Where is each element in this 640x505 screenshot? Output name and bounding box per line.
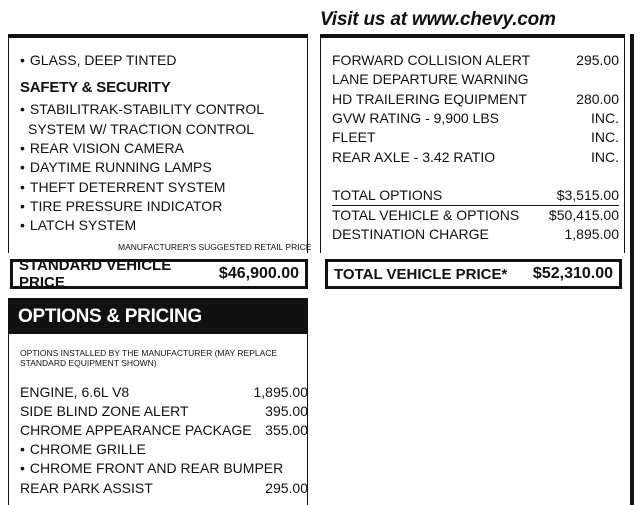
- option-label: FLEET: [332, 129, 376, 145]
- option-row: [332, 148, 619, 167]
- option-price: 280.00: [576, 91, 619, 107]
- standard-price-box: [10, 259, 308, 289]
- option-price: INC.: [591, 129, 619, 145]
- option-label: CHROME APPEARANCE PACKAGE: [20, 422, 252, 438]
- option-label: REAR PARK ASSIST: [20, 480, 153, 496]
- option-row: [20, 479, 308, 498]
- list-item: • TIRE PRESSURE INDICATOR: [20, 197, 222, 216]
- total-label: DESTINATION CHARGE: [332, 226, 489, 242]
- option-price: INC.: [591, 149, 619, 165]
- total-options-row: [332, 186, 619, 206]
- option-label: LANE DEPARTURE WARNING: [332, 71, 529, 87]
- option-row: [20, 402, 308, 421]
- option-row: [332, 128, 619, 147]
- msrp-note: MANUFACTURER'S SUGGESTED RETAIL PRICE: [118, 242, 312, 252]
- total-price-box: [325, 259, 622, 289]
- list-item: • DAYTIME RUNNING LAMPS: [20, 158, 212, 177]
- list-item: SYSTEM W/ TRACTION CONTROL: [28, 121, 255, 137]
- total-label: TOTAL VEHICLE & OPTIONS: [332, 207, 520, 223]
- option-price: 355.00: [265, 422, 308, 438]
- option-price: 295.00: [576, 52, 619, 68]
- option-row: [20, 383, 308, 402]
- option-label: FORWARD COLLISION ALERT: [332, 52, 531, 68]
- standard-price-value: $46,900.00: [218, 265, 299, 282]
- total-value: 1,895.00: [564, 226, 619, 242]
- list-item: • THEFT DETERRENT SYSTEM: [20, 178, 225, 197]
- option-row: [332, 51, 619, 70]
- option-price: INC.: [591, 110, 619, 126]
- option-row: [20, 421, 308, 440]
- option-label: GVW RATING - 9,900 LBS: [332, 110, 500, 126]
- total-value: $3,515.00: [556, 187, 619, 203]
- option-price: 1,895.00: [253, 384, 308, 400]
- total-label: TOTAL OPTIONS: [332, 187, 443, 203]
- total-vehicle-options-row: [332, 206, 619, 225]
- options-banner: OPTIONS & PRICING: [8, 298, 308, 334]
- list-item: • GLASS, DEEP TINTED: [20, 51, 176, 70]
- option-row: [332, 70, 619, 89]
- right-edge-rule: [630, 34, 634, 505]
- option-label: HD TRAILERING EQUIPMENT: [332, 91, 527, 107]
- option-label: REAR AXLE - 3.42 RATIO: [332, 149, 496, 165]
- standard-price-label: STANDARD VEHICLE PRICE: [19, 257, 172, 291]
- total-price-value: $52,310.00: [532, 265, 613, 282]
- option-row: [332, 109, 619, 128]
- website-url: Visit us at www.chevy.com: [320, 9, 556, 30]
- option-price: 395.00: [265, 403, 308, 419]
- options-note-line1: OPTIONS INSTALLED BY THE MANUFACTURER (MAY REPLACE: [20, 348, 278, 358]
- destination-charge-row: [332, 225, 619, 244]
- list-item: • LATCH SYSTEM: [20, 216, 136, 235]
- safety-heading: SAFETY & SECURITY: [20, 79, 171, 96]
- option-subitem: • CHROME FRONT AND REAR BUMPER: [20, 459, 283, 478]
- option-subitem: • CHROME GRILLE: [20, 440, 146, 459]
- list-item: • STABILITRAK-STABILITY CONTROL: [20, 100, 264, 119]
- total-value: $50,415.00: [548, 207, 619, 223]
- option-label: SIDE BLIND ZONE ALERT: [20, 403, 189, 419]
- total-price-label: TOTAL VEHICLE PRICE*: [334, 265, 508, 283]
- option-label: ENGINE, 6.6L V8: [20, 384, 130, 400]
- option-price: 295.00: [265, 480, 308, 496]
- options-note-line2: STANDARD EQUIPMENT SHOWN): [20, 358, 157, 368]
- list-item: • REAR VISION CAMERA: [20, 139, 184, 158]
- option-row: [332, 90, 619, 109]
